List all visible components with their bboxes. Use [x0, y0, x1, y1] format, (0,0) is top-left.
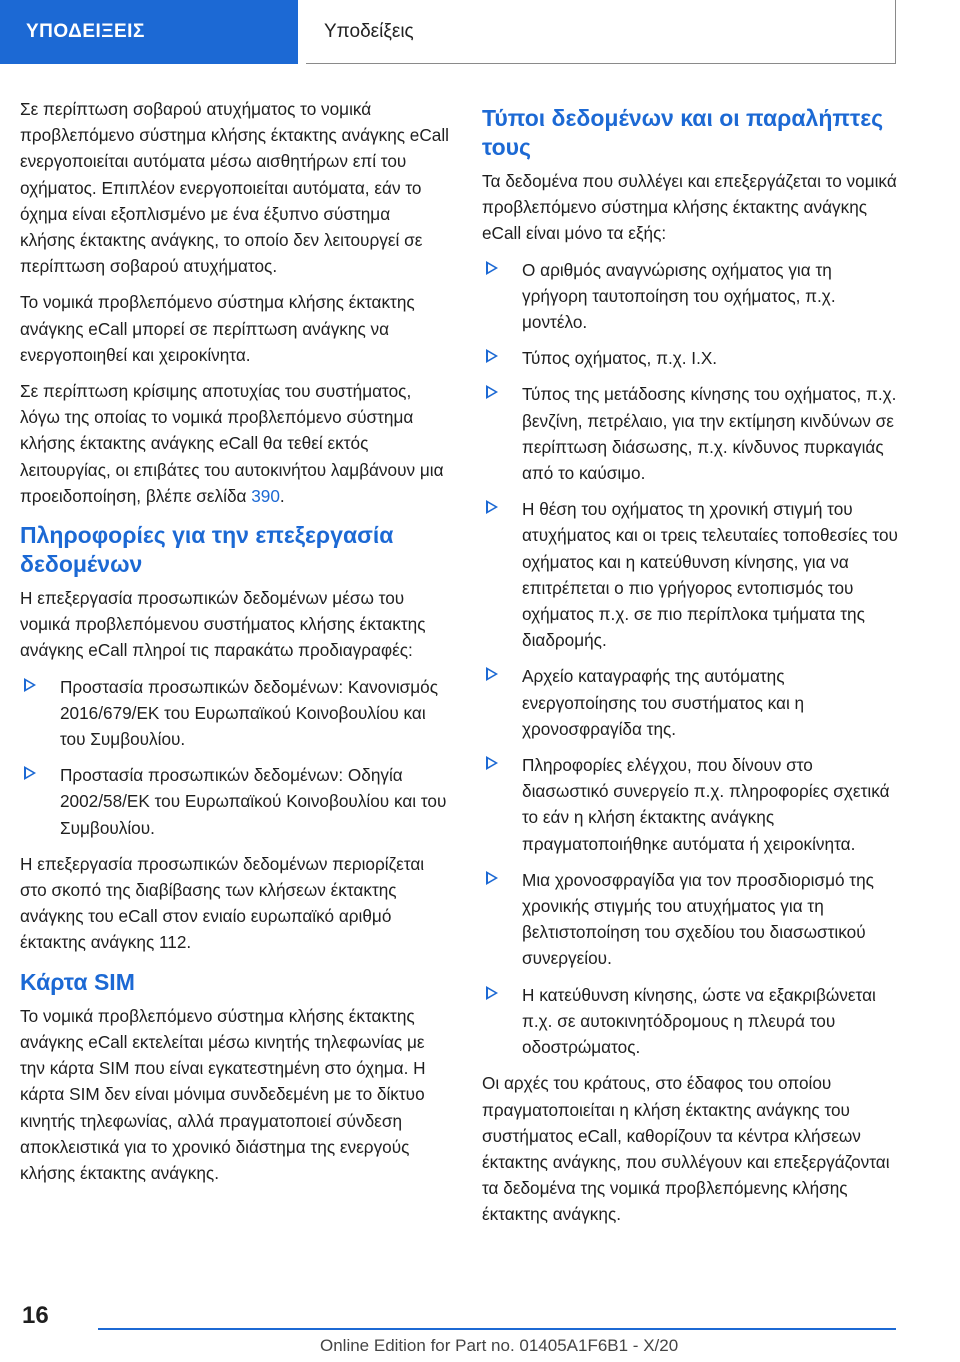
paragraph-processing-specs: Η επεξεργασία προσωπικών δεδομένων μέσω του νομικά προβλεπόμενου συστήματος κλήσης έκτακτης ανάγκης eCall πληροί τις παρακάτω προδιαγραφές:: [20, 588, 426, 661]
section-tab: ΥΠΟΔΕΙΞΕΙΣ: [0, 0, 298, 64]
triangle-bullet-icon: [486, 385, 498, 399]
triangle-bullet-icon: [486, 500, 498, 514]
list-item-text: Η κατεύθυνση κίνησης, ώστε να εξακριβώνεται π.χ. σε αυτοκινητόδρομους η πλευρά του οδοστρώματος.: [522, 984, 876, 1058]
triangle-bullet-icon: [486, 261, 498, 275]
triangle-bullet-icon: [486, 986, 498, 1000]
triangle-bullet-icon: [24, 678, 36, 692]
list-item-text: Πληροφορίες ελέγχου, που δίνουν στο διασωστικό συνεργείο π.χ. πληροφορίες σχετικά το εάν η κλήση έκτακτης ανάγκης πραγματοποιήθηκε αυτόματα ή χειροκίνητα.: [522, 755, 890, 854]
footer-divider: [98, 1328, 896, 1330]
list-item-text: Μια χρονοσφραγίδα για τον προσδιορισμό της χρονικής στιγμής του ατυχήματος για τη βελτιστοποίηση του σχεδίου του διασωστικού συνεργείου.: [522, 869, 874, 969]
list-item: [482, 381, 898, 486]
paragraph-authorities: Οι αρχές του κράτους, στο έδαφος του οποίου πραγματοποιείται η κλήση έκτακτης ανάγκης του συστήματος eCall, καθορίζουν τα κέντρα κλήσεων έκτακτης ανάγκης, που συλλέγουν και επεξεργάζονται τα δεδομένα της νομικά προβλεπόμενης κλήσης έκτακτης ανάγκης.: [482, 1073, 890, 1225]
triangle-bullet-icon: [486, 871, 498, 885]
list-item-text: Αρχείο καταγραφής της αυτόματης ενεργοποίησης του συστήματος και η χρονοσφραγίδα της.: [522, 666, 805, 739]
list-item-text: Η θέση του οχήματος τη χρονική στιγμή του ατυχήματος και οι τρεις τελευταίες τοποθεσίες του οχήματος και η κατεύθυνση κίνησης, για να επιτρέπεται ο πιο γρήγορος εντοπισμός του οχήματος π.χ. σε πιο περίπλοκα τμήματα της διαδρομής.: [522, 499, 898, 651]
failure-text-end: .: [279, 485, 285, 506]
page-number: 16: [22, 1302, 49, 1329]
paragraph-data-types-intro: Τα δεδομένα που συλλέγει και επεξεργάζεται το νομικά προβλεπόμενο σύστημα κλήσης έκτακτης ανάγκης eCall είναι μόνο τα εξής:: [482, 171, 897, 244]
heading-sim-card: Κάρτα SIM: [20, 968, 135, 995]
data-types-list: [482, 257, 898, 1061]
footer-edition: Online Edition for Part no. 01405A1F6B1 - X/20: [320, 1336, 679, 1355]
list-item-text: Ο αριθμός αναγνώρισης οχήματος για τη γρήγορη ταυτοποίηση του οχήματος, π.χ. μοντέλο.: [522, 259, 836, 333]
regulation-list: [20, 674, 450, 841]
list-item: [482, 982, 898, 1061]
paragraph-ecall-manual: Το νομικά προβλεπόμενο σύστημα κλήσης έκτακτης ανάγκης eCall μπορεί σε περίπτωση ανάγκης να ενεργοποιηθεί και χειροκίνητα.: [20, 292, 415, 365]
paragraph-processing-limit: Η επεξεργασία προσωπικών δεδομένων περιορίζεται στο σκοπό της διαβίβασης των κλήσεων έκτακτης ανάγκης του eCall στον ενιαίο ευρωπαϊκό αριθμό έκτακτης ανάγκης 112.: [20, 853, 425, 953]
list-item: [482, 345, 898, 371]
paragraph-ecall-failure: [20, 378, 450, 509]
list-item: [482, 867, 898, 972]
list-item-text: Τύπος οχήματος, π.χ. Ι.Χ.: [522, 348, 718, 369]
heading-data-processing: Πληροφορίες για την επεξεργασία δεδομένων: [20, 522, 394, 578]
list-item: [482, 257, 898, 336]
list-item: [482, 496, 898, 653]
paragraph-ecall-auto: Σε περίπτωση σοβαρού ατυχήματος το νομικά προβλεπόμενο σύστημα κλήσης έκτακτης ανάγκης eCall ενεργοποιείται αυτόματα μέσω αισθητήρων επί του οχήματος. Επιπλέον ενεργοποιείται αυτόματα, εάν το όχημα είναι εξοπλισμένο με ένα έξυπνο σύστημα κλήσης έκτακτης ανάγκης, το οποίο δεν λειτουργεί σε περίπτωση σοβαρού ατυχήματος.: [20, 99, 449, 277]
triangle-bullet-icon: [24, 766, 36, 780]
left-column: [20, 96, 450, 1196]
right-column: [482, 96, 898, 1238]
list-item: [20, 674, 450, 753]
list-item-text: Τύπος της μετάδοσης κίνησης του οχήματος, π.χ. βενζίνη, πετρέλαιο, για την εκτίμηση κινδύνων σε περίπτωση διάσωσης, π.χ. κίνδυνος πυρκαγιάς από το καύσιμο.: [522, 384, 897, 484]
triangle-bullet-icon: [486, 349, 498, 363]
page-link-390[interactable]: 390: [251, 485, 280, 506]
list-item: [20, 762, 450, 841]
failure-text: Σε περίπτωση κρίσιμης αποτυχίας του συστήματος, λόγω της οποίας το νομικά προβλεπόμενο σύστημα κλήσης έκτακτης ανάγκης eCall θα τεθεί εκτός λειτουργίας, οι επιβάτες του αυτοκινήτου λαμβάνουν μια προειδοποίηση, βλέπε σελίδα: [20, 381, 444, 506]
list-item-text: Προστασία προσωπικών δεδομένων: Οδηγία 2002/58/ΕΚ του Ευρωπαϊκού Κοινοβουλίου και του Συμβουλίου.: [60, 765, 447, 838]
heading-data-types: Τύποι δεδομένων και οι παραλήπτες τους: [482, 105, 884, 160]
list-item: [482, 663, 898, 742]
triangle-bullet-icon: [486, 667, 498, 681]
list-item: [482, 752, 898, 857]
triangle-bullet-icon: [486, 756, 498, 770]
paragraph-sim-card: Το νομικά προβλεπόμενο σύστημα κλήσης έκτακτης ανάγκης eCall εκτελείται μέσω κινητής τηλεφωνίας με την κάρτα SIM που είναι εγκατεστημένη στο όχημα. Η κάρτα SIM δεν είναι μόνιμα συνδεδεμένη με το δίκτυο κινητής τηλεφωνίας, αλλά πραγματοποιεί σύνδεση αποκλειστικά για το χρονικό διάστημα της ενεργούς κλήσης έκτακτης ανάγκης.: [20, 1005, 426, 1183]
page-header-title: Υποδείξεις: [306, 0, 896, 64]
list-item-text: Προστασία προσωπικών δεδομένων: Κανονισμός 2016/679/ΕΚ του Ευρωπαϊκού Κοινοβουλίου και του Συμβουλίου.: [60, 676, 438, 750]
